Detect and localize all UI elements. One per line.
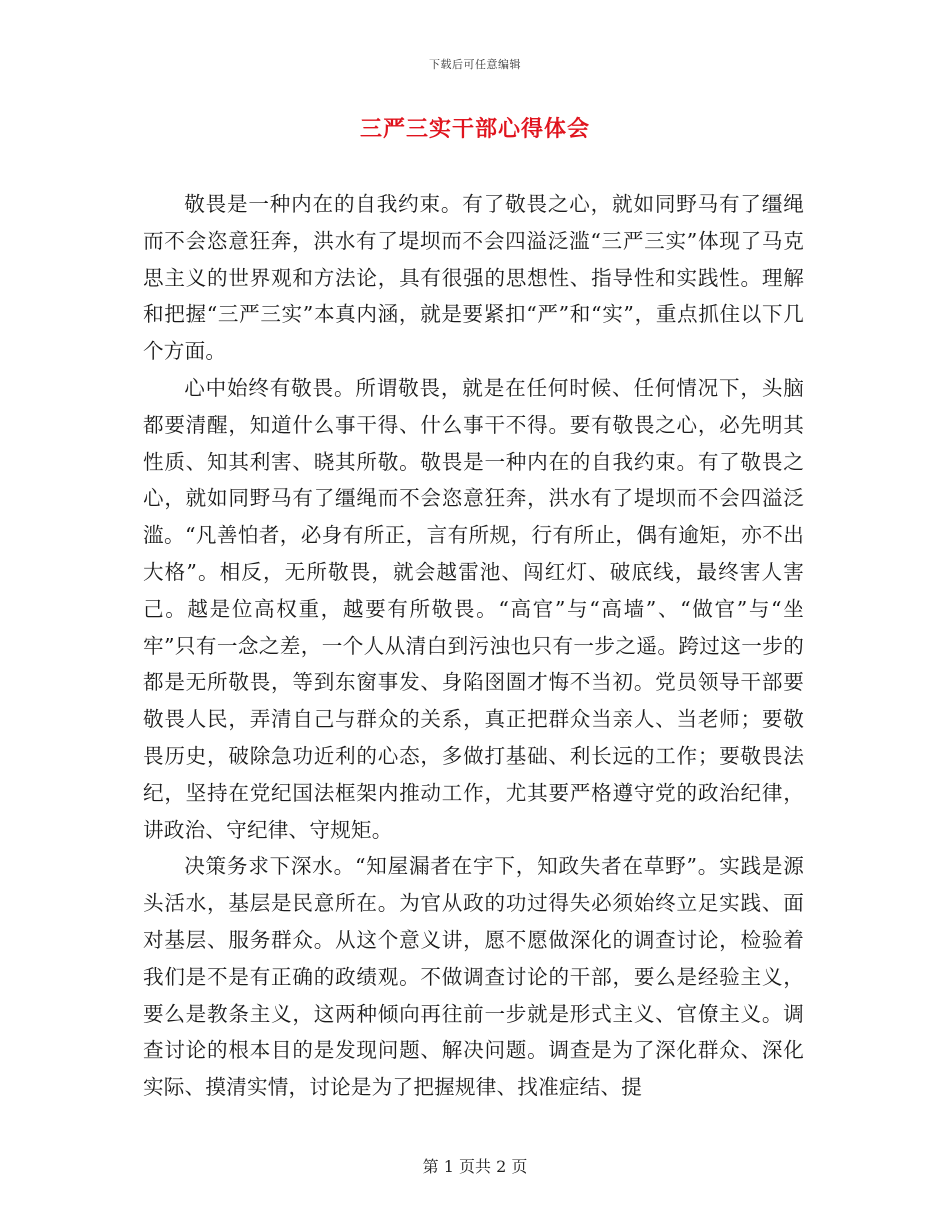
paragraph-1: 敬畏是一种内在的自我约束。有了敬畏之心，就如同野马有了缰绳而不会恣意狂奔，洪水有了堤坝而不会四溢泛滥“三严三实”体现了马克思主义的世界观和方法论，具有很强的思想性、指导性和实践性。理解和把握“三严三实”本真内涵，就是要紧扣“严”和“实”，重点抓住以下几个方面。 xyxy=(143,192,804,364)
document-title: 三严三实干部心得体会 xyxy=(359,116,590,142)
paragraph-2: 心中始终有敬畏。所谓敬畏，就是在任何时候、任何情况下，头脑都要清醒，知道什么事干得、什么事干不得。要有敬畏之心，必先明其性质、知其利害、晓其所敬。敬畏是一种内在的自我约束。有了敬畏之心，就如同野马有了缰绳而不会恣意狂奔，洪水有了堤坝而不会四溢泛滥。“凡善怕者，必身有所正，言有所规，行有所止，偶有逾矩，亦不出大格”。相反，无所敬畏，就会越雷池、闯红灯、破底线，最终害人害己。越是位高权重，越要有所敬畏。“高官”与“高墙”、“做官”与“坐牢”只有一念之差，一个人从清白到污浊也只有一步之遥。跨过这一步的都是无所敬畏，等到东窗事发、身陷囹圄才悔不当初。党员领导干部要敬畏人民，弄清自己与群众的关系，真正把群众当亲人、当老师；要敬畏历史，破除急功近利的心态，多做打基础、利长远的工作；要敬畏法纪，坚持在党纪国法框架内推动工作，尤其要严格遵守党的政治纪律，讲政治、守纪律、守规矩。 xyxy=(143,375,804,842)
document-body xyxy=(143,186,804,1106)
page-number: 第 1 页共 2 页 xyxy=(422,1157,528,1176)
header-note: 下载后可任意编辑 xyxy=(429,58,521,71)
paragraph-3: 决策务求下深水。“知屋漏者在宇下，知政失者在草野”。实践是源头活水，基层是民意所在。为官从政的功过得失必须始终立足实践、面对基层、服务群众。从这个意义讲，愿不愿做深化的调查讨论，检验着我们是不是有正确的政绩观。不做调查讨论的干部，要么是经验主义，要么是教条主义，这两种倾向再往前一步就是形式主义、官僚主义。调查讨论的根本目的是发现问题、解决问题。调查是为了深化群众、深化实际、摸清实情，讨论是为了把握规律、找准症结、提 xyxy=(143,854,804,1100)
